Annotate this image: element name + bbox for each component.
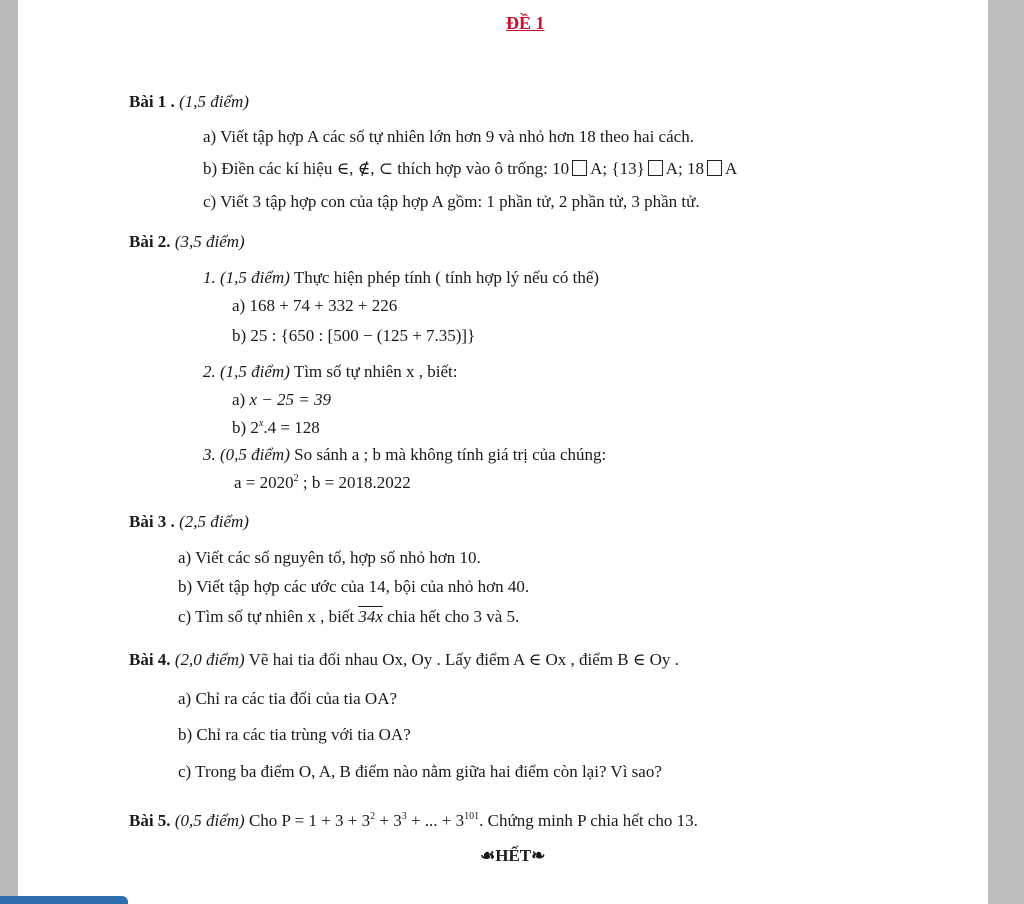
- bai2-p3-expr: $a = 2020^2$ ; b = 2018.2022: [234, 473, 411, 492]
- blank-box: [707, 160, 722, 176]
- bai2-heading: Bài 2. (3,5 điểm): [129, 232, 245, 251]
- bai1-a: a) Viết tập hợp A các số tự nhiên lớn hơn 9 và nhỏ hơn 18 theo hai cách.: [203, 127, 694, 146]
- right-margin: [988, 0, 1024, 904]
- bai3-c: c) Tìm số tự nhiên x , biết 34x chia hết cho 3 và 5.: [178, 607, 520, 626]
- left-margin: [0, 0, 18, 904]
- blank-box: [648, 160, 663, 176]
- bai2-p1a: a) 168 + 74 + 332 + 226: [232, 296, 398, 315]
- bai2-p1b: b) 25 : {650 : [500 − (125 + 7.35)]}: [232, 326, 476, 345]
- bai2-p2: 2. (1,5 điểm) Tìm số tự nhiên x , biết:: [203, 362, 458, 381]
- blank-box: [572, 160, 587, 176]
- bai4-b: b) Chỉ ra các tia trùng với tia OA?: [178, 725, 411, 744]
- bai3-b: b) Viết tập hợp các ước của 14, bội của nhỏ hơn 40.: [178, 577, 530, 596]
- bai1-heading: Bài 1 . (1,5 điểm): [129, 92, 249, 111]
- bai3-a: a) Viết các số nguyên tố, hợp số nhỏ hơn 10.: [178, 548, 481, 567]
- end-marker: ☙HẾT❧: [480, 846, 546, 865]
- bai1-b: b) Điền các kí hiệu ∈, ∉, ⊂ thích hợp vào ô trống: 10 A; {13} A; 18 A: [203, 159, 738, 178]
- bai2-p2a: a) x − 25 = 39: [232, 390, 331, 409]
- document-page: [18, 0, 988, 904]
- bai3-heading: Bài 3 . (2,5 điểm): [129, 512, 249, 531]
- bai1-c: c) Viết 3 tập hợp con của tập hợp A gồm: 1 phần tử, 2 phần tử, 3 phần tử.: [203, 192, 700, 211]
- bai5: Bài 5. (0,5 điểm) Cho $P = 1 + 3 + 3^2 + 3^3$ + ... + $3^{101}$. Chứng minh P chia hết cho 13.: [129, 811, 698, 830]
- bai2-p3: 3. (0,5 điểm) So sánh a ; b mà không tính giá trị của chúng:: [203, 445, 607, 464]
- bai4-c: c) Trong ba điểm O, A, B điểm nào nằm giữa hai điểm còn lại? Vì sao?: [178, 762, 662, 781]
- bai4-a: a) Chỉ ra các tia đối của tia OA?: [178, 689, 398, 708]
- document-title: ĐỀ 1: [506, 13, 545, 33]
- bottom-bar: [0, 896, 128, 904]
- bai2-p1: 1. (1,5 điểm) Thực hiện phép tính ( tính hợp lý nếu có thể): [203, 268, 600, 287]
- bai4-heading: Bài 4. (2,0 điểm) Vẽ hai tia đối nhau Ox, Oy . Lấy điểm A ∈ Ox , điểm B ∈ Oy .: [129, 650, 679, 669]
- bai2-p2b: b) $2^x.4 = 128$: [232, 418, 320, 437]
